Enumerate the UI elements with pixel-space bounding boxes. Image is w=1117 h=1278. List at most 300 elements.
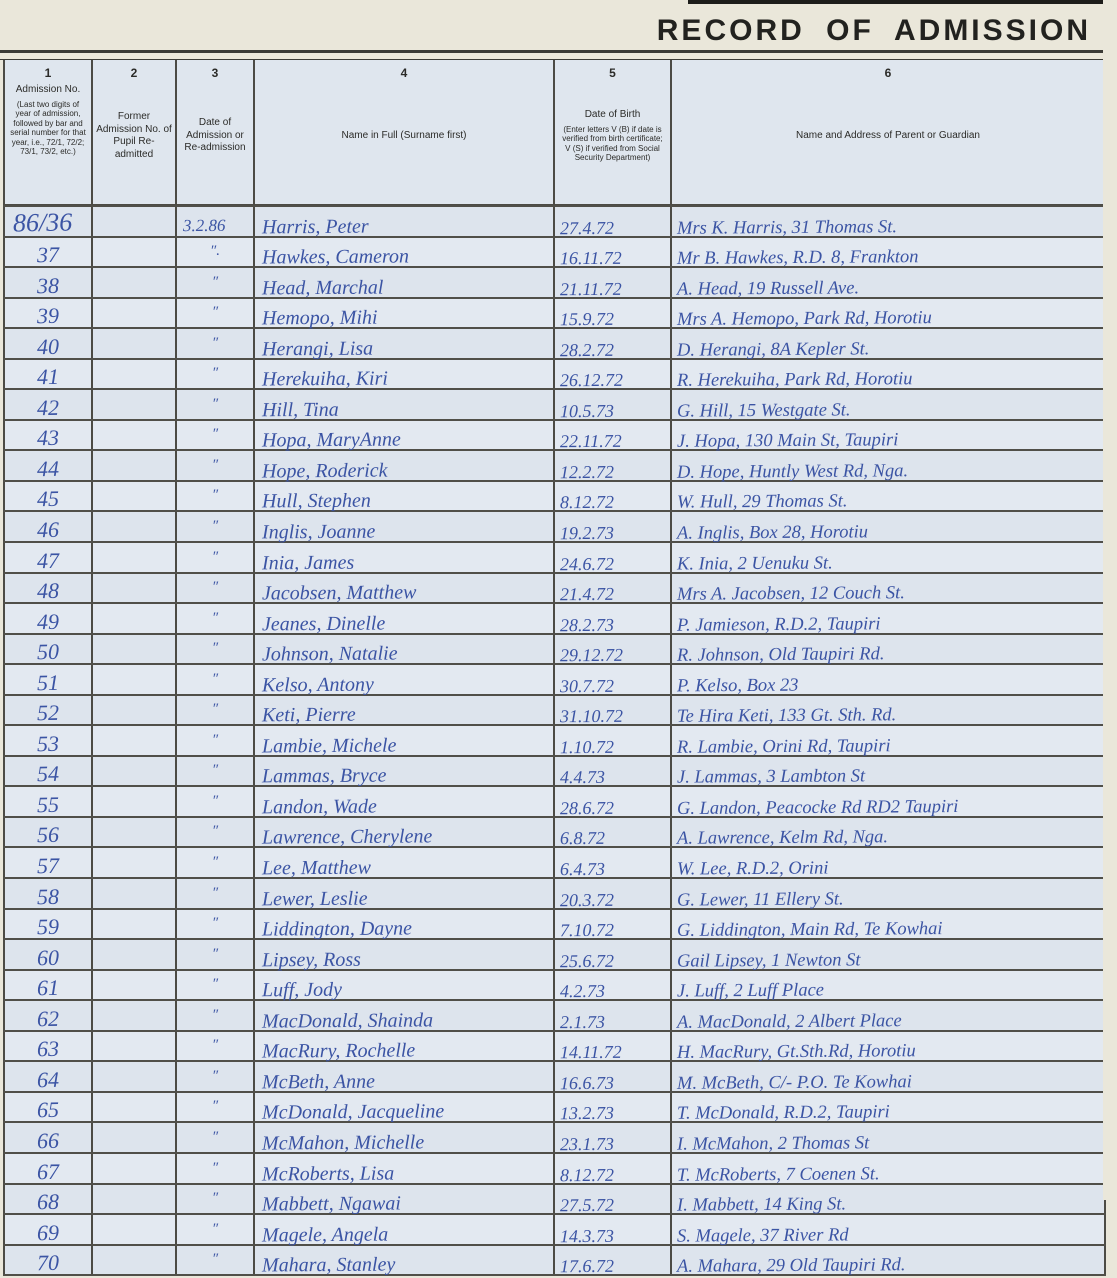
pupil-name-cell (255, 879, 555, 908)
parent-guardian-cell (672, 1215, 1106, 1247)
pupil-name: Mabbett, Ngawai (261, 1192, 401, 1216)
parent-name-address: D. Hope, Huntly West Rd, Nga. (676, 461, 909, 483)
pupil-name: Luff, Jody (261, 978, 343, 1002)
admission-date: ″ (211, 334, 219, 351)
former-admission-no-cell (93, 1215, 177, 1244)
admission-date: ″ (211, 609, 219, 626)
pupil-name: Hill, Tina (261, 398, 339, 422)
column-number: 5 (609, 66, 616, 80)
date-of-birth: 30.7.72 (559, 675, 615, 696)
admission-date-cell (177, 268, 255, 297)
pupil-name: Head, Marchal (261, 276, 384, 300)
parent-name-address: I. McMahon, 2 Thomas St (676, 1133, 870, 1155)
table-row (3, 1030, 1106, 1064)
table-row (3, 480, 1106, 514)
date-of-birth-cell (555, 818, 672, 847)
date-of-birth-cell (555, 1246, 672, 1275)
admission-date: ″ (211, 1006, 219, 1023)
pupil-name: MacDonald, Shainda (261, 1009, 434, 1033)
former-admission-no-cell (93, 543, 177, 572)
admission-date: ″ (211, 854, 219, 871)
pupil-name-cell (255, 604, 555, 636)
date-of-birth: 6.4.73 (559, 858, 606, 880)
parent-name-address: H. MacRury, Gt.Sth.Rd, Horotiu (676, 1041, 916, 1064)
pupil-name: Landon, Wade (261, 795, 377, 819)
table-row (3, 327, 1106, 361)
admission-no: 42 (36, 394, 60, 421)
table-row (3, 1060, 1106, 1094)
admission-no-cell (3, 1032, 93, 1061)
parent-name-address: S. Magele, 37 River Rd (676, 1224, 849, 1247)
parent-name-address: Gail Lipsey, 1 Newton St (676, 950, 861, 972)
former-admission-no-cell (93, 910, 177, 939)
former-admission-no-cell (93, 818, 177, 847)
admission-no: 39 (36, 302, 60, 329)
admission-date: ″ (211, 304, 219, 321)
pupil-name: Hope, Roderick (261, 459, 388, 483)
admission-date-cell (177, 1093, 255, 1122)
table-row (3, 724, 1106, 758)
table-row (3, 358, 1106, 392)
table-row (3, 1213, 1106, 1247)
column-label: Date of Admission or Re-admission (184, 117, 246, 154)
parent-guardian-cell (672, 757, 1106, 789)
admission-date: ″ (211, 1159, 219, 1176)
admission-date: ″ (211, 1067, 219, 1084)
admission-date-cell (177, 1123, 255, 1152)
pupil-name: Lambie, Michele (261, 734, 397, 758)
admission-no: 47 (36, 547, 60, 573)
admission-date: ″ (211, 579, 219, 596)
parent-name-address: K. Inia, 2 Uenuku St. (676, 553, 833, 575)
date-of-birth-cell (555, 1215, 672, 1244)
pupil-name-cell (255, 1032, 555, 1061)
former-admission-no-cell (93, 451, 177, 480)
pupil-name: Jeanes, Dinelle (261, 612, 386, 636)
date-of-birth-cell (555, 971, 672, 1000)
former-admission-no-cell (93, 1123, 177, 1152)
parent-guardian-cell (672, 1032, 1106, 1064)
admission-no-cell (3, 848, 93, 877)
pupil-name-cell (255, 971, 555, 1000)
pupil-name-cell (255, 1246, 555, 1275)
parent-guardian-cell (672, 1246, 1106, 1275)
admission-no-cell (3, 390, 93, 419)
table-row (3, 663, 1106, 697)
pupil-name: Lammas, Bryce (261, 764, 387, 788)
former-admission-no-cell (93, 238, 177, 267)
admission-date-cell (177, 818, 255, 847)
table-row (3, 877, 1106, 911)
admission-table (0, 60, 1106, 1276)
admission-date-cell (177, 879, 255, 908)
table-row (3, 297, 1106, 331)
table-row (3, 816, 1106, 850)
admission-date-cell (177, 1215, 255, 1244)
parent-name-address: Mrs K. Harris, 31 Thomas St. (676, 216, 898, 239)
parent-name-address: J. Lammas, 3 Lambton St (676, 766, 866, 789)
parent-guardian-cell (672, 1123, 1106, 1155)
date-of-birth-cell (555, 299, 672, 328)
admission-no: 55 (36, 791, 60, 818)
column-label: Name and Address of Parent or Guardian (796, 129, 980, 141)
admission-no: 41 (36, 364, 60, 390)
table-row (3, 938, 1106, 972)
pupil-name: Herekuiha, Kiri (261, 367, 388, 391)
admission-date-cell (177, 971, 255, 1000)
former-admission-no-cell (93, 1246, 177, 1275)
admission-no: 50 (36, 639, 60, 665)
parent-guardian-cell (672, 696, 1106, 728)
admission-date-cell (177, 451, 255, 480)
date-of-birth: 14.11.72 (559, 1042, 622, 1063)
parent-name-address: G. Hill, 15 Westgate St. (676, 400, 851, 422)
admission-no-cell (3, 910, 93, 939)
parent-name-address: P. Kelso, Box 23 (676, 675, 799, 697)
former-admission-no-cell (93, 360, 177, 389)
date-of-birth: 1.10.72 (559, 736, 615, 758)
date-of-birth: 4.4.73 (559, 767, 606, 788)
admission-date-cell (177, 1246, 255, 1275)
pupil-name-cell (255, 696, 555, 725)
admission-no-cell (3, 879, 93, 908)
date-of-birth-cell (555, 238, 672, 267)
table-row (3, 449, 1106, 483)
date-of-birth-cell (555, 848, 672, 880)
admission-no-cell (3, 818, 93, 847)
parent-guardian-cell (672, 940, 1106, 972)
admission-no: 46 (36, 516, 60, 543)
admission-no-cell (3, 299, 93, 328)
admission-no: 43 (36, 425, 60, 451)
pupil-name-cell (255, 574, 555, 603)
pupil-name: McBeth, Anne (261, 1070, 375, 1094)
former-admission-no-cell (93, 299, 177, 328)
admission-no: 56 (36, 822, 60, 848)
former-admission-no-cell (93, 635, 177, 664)
former-admission-no-cell (93, 665, 177, 694)
parent-guardian-cell (672, 879, 1106, 911)
admission-no: 45 (36, 486, 60, 512)
former-admission-no-cell (93, 207, 177, 236)
parent-guardian-cell (672, 1154, 1106, 1186)
former-admission-no-cell (93, 268, 177, 297)
admission-no: 66 (36, 1127, 60, 1154)
former-admission-no-cell (93, 848, 177, 877)
date-of-birth: 19.2.73 (559, 522, 615, 544)
pupil-name: Kelso, Antony (261, 673, 374, 697)
admission-no: 68 (36, 1188, 60, 1215)
admission-no-cell (3, 696, 93, 725)
column-number: 3 (211, 66, 219, 80)
parent-name-address: Mr B. Hawkes, R.D. 8, Frankton (676, 247, 919, 269)
table-row (3, 572, 1106, 603)
former-admission-no-cell (93, 421, 177, 450)
admission-no-cell (3, 1001, 93, 1030)
table-row (3, 1091, 1106, 1125)
parent-name-address: W. Lee, R.D.2, Orini (676, 858, 829, 880)
admission-no: 51 (36, 669, 60, 695)
table-body (3, 205, 1106, 1277)
parent-name-address: Mrs A. Jacobsen, 12 Couch St. (676, 583, 905, 605)
date-of-birth: 4.2.73 (559, 981, 606, 1002)
date-of-birth: 16.11.72 (559, 247, 622, 269)
date-of-birth: 7.10.72 (559, 919, 615, 941)
table-row (3, 908, 1106, 942)
pupil-name-cell (255, 665, 555, 697)
page-title: RECORD OF ADMISSION (656, 14, 1091, 47)
date-of-birth-cell (555, 879, 672, 908)
date-of-birth: 27.5.72 (559, 1194, 615, 1216)
parent-name-address: G. Lewer, 11 Ellery St. (676, 888, 844, 911)
table-row (3, 541, 1106, 575)
admission-date-cell (177, 482, 255, 511)
pupil-name-cell (255, 818, 555, 850)
parent-name-address: R. Lambie, Orini Rd, Taupiri (676, 736, 891, 758)
admission-no: 53 (36, 730, 60, 757)
pupil-name-cell (255, 787, 555, 819)
parent-guardian-cell (672, 329, 1106, 361)
pupil-name-cell (255, 848, 555, 880)
parent-name-address: Mrs A. Hemopo, Park Rd, Horotiu (676, 308, 932, 331)
pupil-name: Liddington, Dayne (261, 917, 413, 941)
parent-guardian-cell (672, 299, 1106, 331)
admission-date-cell (177, 207, 255, 236)
admission-date: ″. (210, 243, 220, 260)
date-of-birth: 20.3.72 (559, 889, 615, 910)
pupil-name: Hawkes, Cameron (261, 245, 410, 269)
parent-guardian-cell (672, 1001, 1106, 1033)
pupil-name: MacRury, Rochelle (261, 1039, 416, 1063)
parent-name-address: A. MacDonald, 2 Albert Place (676, 1010, 902, 1033)
admission-no: 52 (36, 700, 60, 726)
admission-date: ″ (211, 273, 219, 290)
pupil-name-cell (255, 940, 555, 972)
admission-date-cell (177, 787, 255, 816)
header-admission-no (3, 60, 93, 204)
admission-no-cell (3, 726, 93, 755)
admission-date-cell (177, 512, 255, 541)
admission-date: ″ (211, 823, 219, 840)
pupil-name-cell (255, 543, 555, 572)
admission-no-cell (3, 1123, 93, 1152)
parent-name-address: A. Head, 19 Russell Ave. (676, 278, 860, 300)
admission-no-cell (3, 329, 93, 358)
admission-date-cell (177, 604, 255, 633)
pupil-name-cell (255, 482, 555, 511)
admission-date-cell (177, 1032, 255, 1061)
table-row (3, 1244, 1106, 1275)
parent-guardian-cell (672, 238, 1106, 267)
date-of-birth: 23.1.73 (559, 1133, 615, 1155)
date-of-birth-cell (555, 421, 672, 450)
table-row (3, 602, 1106, 636)
date-of-birth-cell (555, 1154, 672, 1183)
column-number: 6 (884, 66, 892, 80)
pupil-name-cell (255, 360, 555, 389)
admission-no-cell (3, 971, 93, 1000)
date-of-birth-cell (555, 543, 672, 572)
admission-date-cell (177, 910, 255, 939)
former-admission-no-cell (93, 940, 177, 969)
header-date-of-birth (555, 60, 672, 204)
date-of-birth: 27.4.72 (559, 217, 615, 238)
pupil-name-cell (255, 1215, 555, 1247)
parent-name-address: J. Luff, 2 Luff Place (676, 980, 825, 1002)
pupil-name: McDonald, Jacqueline (261, 1100, 445, 1125)
date-of-birth: 6.8.72 (559, 828, 606, 849)
page-right-margin (1103, 0, 1117, 1200)
date-of-birth-cell (555, 1062, 672, 1094)
admission-date-cell (177, 940, 255, 969)
former-admission-no-cell (93, 971, 177, 1000)
parent-name-address: A. Lawrence, Kelm Rd, Nga. (676, 827, 889, 850)
pupil-name: Lawrence, Cherylene (261, 825, 433, 850)
date-of-birth-cell (555, 665, 672, 694)
pupil-name: Hull, Stephen (261, 490, 371, 513)
admission-no-cell (3, 1246, 93, 1275)
former-admission-no-cell (93, 604, 177, 633)
column-label: Admission No. (15, 84, 81, 95)
admission-date-cell (177, 238, 255, 267)
admission-no-cell (3, 635, 93, 664)
table-row (3, 510, 1106, 544)
column-note: (Last two digits of year of admission, followed by bar and serial number for that year, i.e., 72/1, 72/2; 73/1, 73/2, etc.) (10, 99, 86, 157)
date-of-birth-cell (555, 757, 672, 786)
admission-no: 38 (36, 272, 60, 298)
admission-date-cell (177, 635, 255, 664)
admission-no: 86/36 (12, 207, 73, 238)
admission-no-cell (3, 940, 93, 969)
admission-date: ″ (211, 1251, 219, 1268)
admission-no: 58 (36, 883, 60, 909)
admission-no: 44 (36, 455, 60, 482)
date-of-birth: 14.3.73 (559, 1225, 615, 1246)
date-of-birth-cell (555, 910, 672, 939)
table-row (3, 1121, 1106, 1155)
column-number: 4 (400, 66, 408, 80)
date-of-birth-cell (555, 726, 672, 758)
parent-name-address: A. Inglis, Box 28, Horotiu (676, 522, 869, 544)
admission-no-cell (3, 268, 93, 297)
column-note: (Enter letters V (B) if date is verified from birth certificate; V (S) if verified from Social Security Department) (562, 124, 663, 163)
date-of-birth-cell (555, 1001, 672, 1030)
parent-guardian-cell (672, 910, 1106, 942)
table-row (3, 969, 1106, 1000)
parent-guardian-cell (672, 207, 1106, 239)
former-admission-no-cell (93, 1093, 177, 1122)
admission-no: 62 (36, 1005, 60, 1031)
pupil-name: Herangi, Lisa (261, 337, 374, 361)
date-of-birth-cell (555, 268, 672, 297)
parent-name-address: R. Johnson, Old Taupiri Rd. (676, 644, 885, 666)
pupil-name-cell (255, 451, 555, 483)
parent-guardian-cell (672, 1185, 1106, 1214)
admission-no-cell (3, 665, 93, 694)
pupil-name: Lewer, Leslie (261, 887, 368, 910)
pupil-name-cell (255, 635, 555, 664)
parent-guardian-cell (672, 390, 1106, 422)
date-of-birth: 28.2.72 (559, 339, 615, 360)
date-of-birth: 2.1.73 (559, 1011, 606, 1032)
date-of-birth-cell (555, 329, 672, 358)
parent-guardian-cell (672, 451, 1106, 483)
date-of-birth-cell (555, 635, 672, 664)
admission-date: ″ (211, 518, 219, 535)
former-admission-no-cell (93, 879, 177, 908)
date-of-birth-cell (555, 1032, 672, 1061)
pupil-name-cell (255, 1062, 555, 1094)
parent-guardian-cell (672, 665, 1106, 697)
admission-date: ″ (211, 976, 219, 993)
admission-date: ″ (211, 548, 219, 565)
admission-date-cell (177, 1001, 255, 1030)
admission-no: 40 (36, 333, 60, 359)
table-row (3, 755, 1106, 789)
date-of-birth-cell (555, 1093, 672, 1122)
admission-no-cell (3, 1154, 93, 1183)
admission-date-cell (177, 1062, 255, 1091)
header-parent-guardian (672, 60, 1106, 204)
parent-guardian-cell (672, 268, 1106, 300)
pupil-name-cell (255, 421, 555, 450)
pupil-name-cell (255, 1154, 555, 1183)
table-row (3, 694, 1106, 728)
date-of-birth-cell (555, 787, 672, 819)
table-row (3, 1183, 1106, 1214)
table-row (3, 999, 1106, 1033)
admission-no-cell (3, 574, 93, 603)
date-of-birth: 17.6.72 (559, 1255, 615, 1277)
pupil-name-cell (255, 726, 555, 758)
table-row (3, 205, 1106, 239)
pupil-name: Inia, James (261, 551, 355, 574)
date-of-birth-cell (555, 207, 672, 236)
date-of-birth: 8.12.72 (559, 1164, 615, 1185)
admission-no: 65 (36, 1097, 60, 1123)
pupil-name: Hopa, MaryAnne (261, 428, 401, 452)
date-of-birth: 21.4.72 (559, 583, 615, 605)
former-admission-no-cell (93, 1001, 177, 1030)
admission-date-cell (177, 1154, 255, 1183)
admission-no-cell (3, 451, 93, 480)
former-admission-no-cell (93, 1154, 177, 1183)
header-name-in-full (255, 60, 555, 204)
table-header-row (3, 60, 1106, 205)
admission-date-cell (177, 848, 255, 877)
header-date-of-admission (177, 60, 255, 204)
date-of-birth: 28.6.72 (559, 797, 615, 819)
admission-no: 70 (36, 1249, 60, 1276)
admission-no: 49 (36, 608, 60, 634)
date-of-birth: 24.6.72 (559, 553, 615, 574)
admission-no: 37 (36, 241, 60, 268)
former-admission-no-cell (93, 574, 177, 603)
admission-no-cell (3, 543, 93, 572)
admission-date: ″ (211, 1037, 219, 1054)
admission-date: ″ (211, 1098, 219, 1115)
admission-date: ″ (211, 395, 219, 412)
table-row (3, 266, 1106, 300)
parent-name-address: D. Herangi, 8A Kepler St. (676, 339, 870, 361)
admission-date: ″ (211, 731, 219, 748)
admission-no-cell (3, 207, 93, 236)
pupil-name: Lee, Matthew (261, 856, 371, 880)
admission-date: ″ (211, 1190, 219, 1207)
former-admission-no-cell (93, 482, 177, 511)
parent-guardian-cell (672, 1093, 1106, 1125)
parent-guardian-cell (672, 543, 1106, 575)
